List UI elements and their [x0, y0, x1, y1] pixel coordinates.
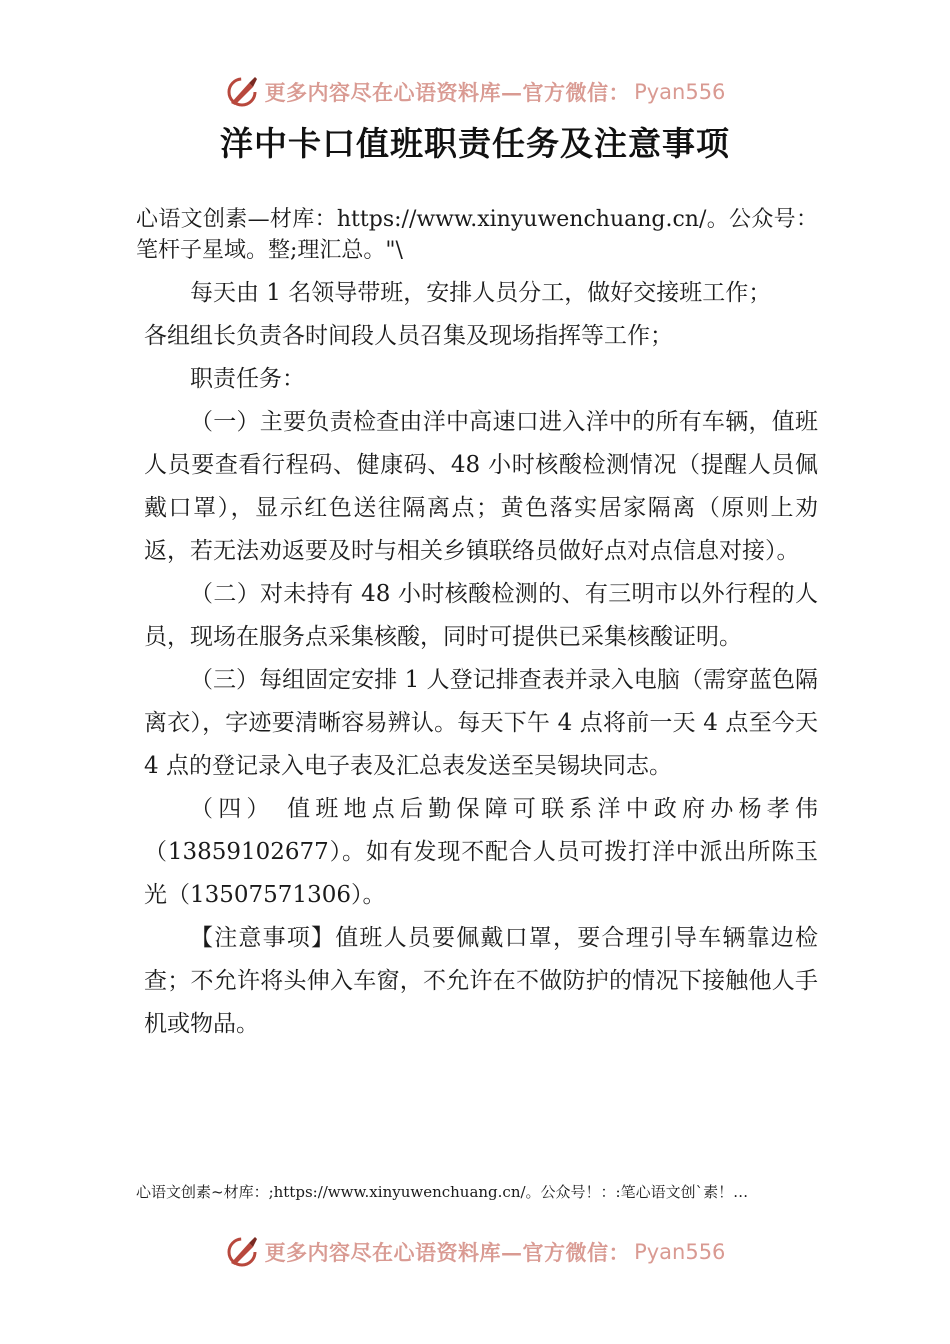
source-line: 心语文创素—材库：https://www.xinyuwenchuang.cn/。公众号：笔杆子星域。整;理汇总。"\: [136, 207, 818, 263]
document-title: 洋中卡口值班职责任务及注意事项: [220, 124, 730, 163]
notice-paragraph: 【注意事项】值班人员要佩戴口罩，要合理引导车辆靠边检查；不允许将头伸入车窗，不允许在不做防护的情况下接触他人手机或物品。: [144, 925, 818, 1037]
watermark-wechat-id: Pyan556: [634, 80, 726, 104]
duties-heading: 职责任务：: [190, 366, 305, 392]
duty-item-3: （三）每组固定安排 1 人登记排查表并录入电脑（需穿蓝色隔离衣），字迹要清晰容易辨认。每天下午 4 点将前一天 4 点至今天 4 点的登记录入电子表及汇总表发送至吴锡块同志。: [144, 667, 818, 779]
footer-source-note: 心语文创素~材库：;https://www.xinyuwenchuang.cn/。公众号！：:笔心语文创`素！…: [136, 1183, 749, 1201]
intro-paragraph: 每天由 1 名领导带班，安排人员分工，做好交接班工作；: [190, 280, 772, 306]
duty-item-1: （一）主要负责检查由洋中高速口进入洋中的所有车辆，值班人员要查看行程码、健康码、48 小时核酸检测情况（提醒人员佩戴口罩），显示红色送往隔离点；黄色落实居家隔离（原则上劝返，若无法劝返要及时与相关乡镇联络员做好点对点信息对接）。: [144, 409, 818, 564]
document-body: [136, 204, 818, 1046]
watermark-banner-bottom: [0, 1232, 950, 1272]
watermark-text: 更多内容尽在心语资料库—官方微信：: [264, 1240, 631, 1265]
intro-paragraph-2: 各组组长负责各时间段人员召集及现场指挥等工作；: [144, 323, 673, 349]
duty-item-2: （二）对未持有 48 小时核酸检测的、有三明市以外行程的人员，现场在服务点采集核酸，同时可提供已采集核酸证明。: [144, 581, 818, 650]
watermark-banner-top: [0, 72, 950, 112]
duty-item-4: （四） 值班地点后勤保障可联系洋中政府办杨孝伟（13859102677）。如有发现不配合人员可拨打洋中派出所陈玉光（13507571306）。: [144, 796, 818, 908]
pen-nib-logo-icon: [225, 75, 259, 109]
pen-nib-logo-icon: [225, 1235, 259, 1269]
watermark-wechat-id: Pyan556: [634, 1240, 726, 1264]
watermark-text: 更多内容尽在心语资料库—官方微信：: [264, 80, 631, 105]
